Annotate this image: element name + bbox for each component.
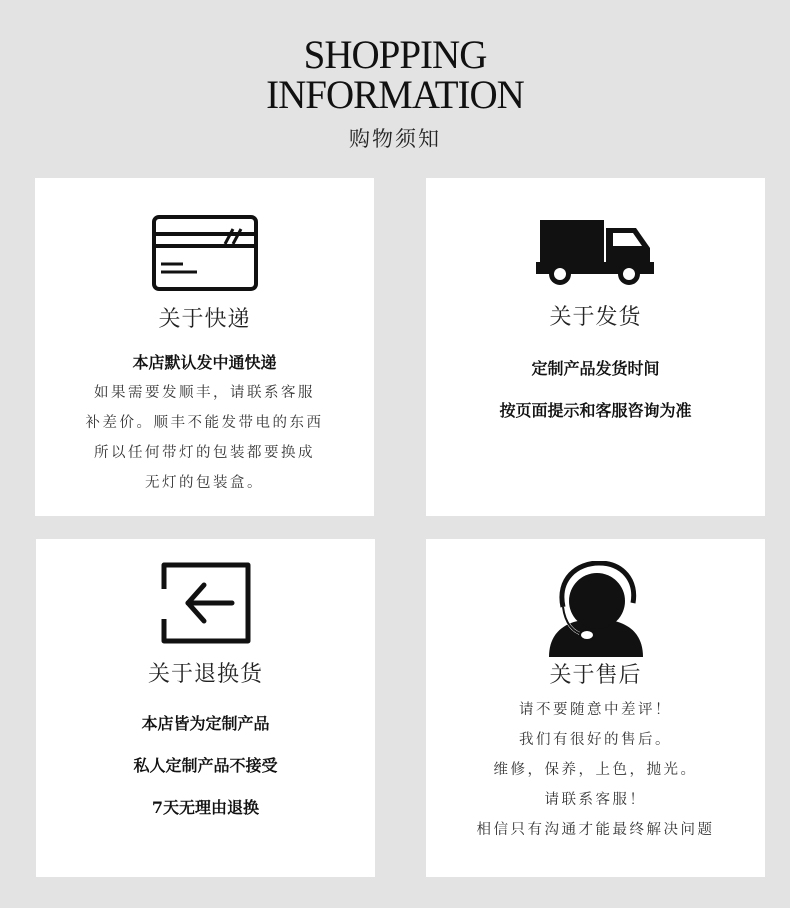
card-line: 补差价。顺丰不能发带电的东西 — [85, 415, 324, 431]
card-line: 本店皆为定制产品 — [141, 714, 270, 733]
info-card-after-sales — [426, 539, 765, 877]
card-title: 关于快递 — [158, 307, 251, 332]
page-title-line-2: INFORMATION — [266, 73, 524, 118]
page-subtitle: 购物须知 — [349, 127, 441, 151]
info-card-delivery — [426, 178, 765, 516]
card-line: 无灯的包装盒。 — [145, 475, 264, 491]
info-card-returns — [36, 539, 375, 877]
page-header — [0, 33, 790, 152]
headset-agent-icon — [426, 561, 765, 657]
credit-card-icon — [35, 214, 374, 292]
card-line: 所以任何带灯的包装都要换成 — [94, 445, 315, 461]
card-body — [36, 703, 375, 829]
card-line: 相信只有沟通才能最终解决问题 — [476, 822, 715, 838]
card-body — [426, 348, 765, 432]
return-arrow-icon — [36, 561, 375, 645]
card-title: 关于发货 — [549, 305, 642, 330]
card-body — [426, 695, 765, 845]
card-line: 本店默认发中通快递 — [132, 353, 277, 372]
card-line: 私人定制产品不接受 — [133, 756, 278, 775]
info-card-express — [35, 178, 374, 516]
page-title-line-1: SHOPPING — [303, 33, 487, 78]
card-line: 请联系客服！ — [544, 792, 647, 808]
card-line: 请不要随意中差评！ — [519, 702, 672, 718]
card-line: 按页面提示和客服咨询为准 — [499, 401, 692, 420]
card-line: 定制产品发货时间 — [531, 359, 660, 378]
card-line: 如果需要发顺丰，请联系客服 — [94, 385, 315, 401]
card-title: 关于售后 — [549, 663, 642, 688]
card-title: 关于退换货 — [147, 662, 263, 687]
card-body — [35, 348, 374, 498]
truck-icon — [426, 218, 765, 286]
card-line: 维修，保养，上色，抛光。 — [493, 762, 698, 778]
card-line: 我们有很好的售后。 — [519, 732, 672, 748]
card-line: 7天无理由退换 — [151, 798, 260, 817]
